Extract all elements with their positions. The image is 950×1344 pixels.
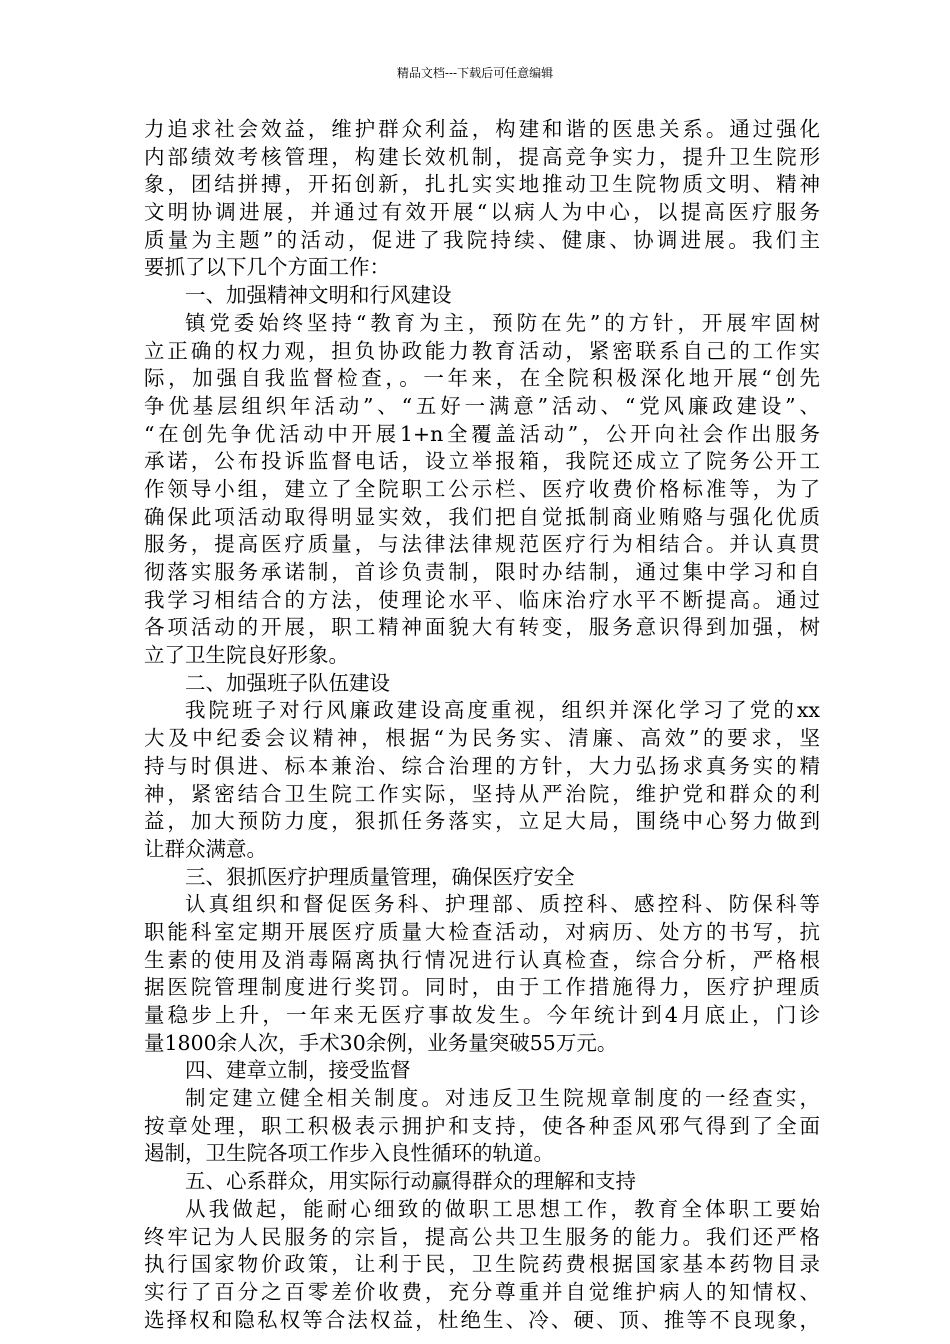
text-line: 质量为主题”的活动，促进了我院持续、健康、协调进展。我们主: [144, 227, 820, 252]
text-line: 生素的使用及消毒隔离执行情况进行认真检查，综合分析，严格根: [144, 947, 820, 972]
paragraph-first-line: 认真组织和督促医务科、护理部、质控科、感控科、防保科等: [185, 892, 820, 917]
paragraph-first-line: 五、心系群众，用实际行动赢得群众的理解和支持: [185, 1169, 636, 1194]
text-line: 据医院管理制度进行奖罚。同时，由于工作措施得力，医疗护理质: [144, 975, 820, 1000]
text-line: 选择权和隐私权等合法权益，杜绝生、冷、硬、顶、推等不良现象，: [144, 1307, 820, 1332]
text-line: 服务，提高医疗质量，与法律法律规范医疗行为相结合。并认真贯: [144, 532, 820, 557]
text-line: 力追求社会效益，维护群众利益，构建和谐的医患关系。通过强化: [144, 117, 820, 141]
paragraph-first-line: 从我做起，能耐心细致的做职工思想工作，教育全体职工要始: [185, 1196, 820, 1221]
text-line: 按章处理，职工积极表示拥护和支持，使各种歪风邪气得到了全面: [144, 1113, 820, 1138]
text-line: 实行了百分之百零差价收费，充分尊重并自觉维护病人的知情权、: [144, 1279, 820, 1304]
text-line: 益，加大预防力度，狠抓任务落实，立足大局，围绕中心努力做到: [144, 809, 820, 834]
text-line: 际，加强自我监督检查，。一年来，在全院积极深化地开展“创先: [144, 366, 820, 391]
paragraph-first-line: 二、加强班子队伍建设: [185, 670, 390, 695]
text-line: 让群众满意。: [144, 836, 267, 861]
paragraph-first-line: 三、狠抓医疗护理质量管理，确保医疗安全: [185, 864, 575, 889]
paragraph-first-line: 制定建立健全相关制度。对违反卫生院规章制度的一经查实，: [185, 1086, 820, 1111]
paragraph-first-line: 镇党委始终坚持“教育为主，预防在先”的方针，开展牢固树: [185, 310, 820, 335]
paragraph-first-line: 我院班子对行风廉政建设高度重视，组织并深化学习了党的xx: [185, 698, 820, 723]
text-line: 量稳步上升，一年来无医疗事故发生。今年统计到4月底止，门诊: [144, 1003, 820, 1027]
text-line: 文明协调进展，并通过有效开展“以病人为中心，以提高医疗服务: [144, 200, 820, 225]
text-line: 大及中纪委会议精神，根据“为民务实、清廉、高效”的要求，坚: [144, 726, 820, 751]
text-line: 立了卫生院良好形象。: [144, 643, 349, 668]
page-header: 精品文档---下载后可任意编辑: [396, 66, 554, 80]
paragraph-first-line: 一、加强精神文明和行风建设: [185, 283, 452, 308]
text-line: 象，团结拼搏，开拓创新，扎扎实实地推动卫生院物质文明、精神: [144, 172, 820, 197]
text-line: 作领导小组，建立了全院职工公示栏、医疗收费价格标准等，为了: [144, 476, 820, 501]
text-line: “在创先争优活动中开展1+n全覆盖活动”，公开向社会作出服务: [144, 421, 820, 446]
text-line: 神，紧密结合卫生院工作实际，坚持从严治院，维护党和群众的利: [144, 781, 820, 806]
text-line: 立正确的权力观，担负协政能力教育活动，紧密联系自己的工作实: [144, 338, 820, 363]
text-line: 执行国家物价政策，让利于民，卫生院药费根据国家基本药物目录: [144, 1252, 820, 1277]
text-line: 我学习相结合的方法，使理论水平、临床治疗水平不断提高。通过: [144, 587, 820, 612]
paragraph-first-line: 四、建章立制，接受监督: [185, 1058, 411, 1083]
text-line: 各项活动的开展，职工精神面貌大有转变，服务意识得到加强，树: [144, 615, 820, 640]
text-line: 遏制，卫生院各项工作步入良性循环的轨道。: [144, 1141, 554, 1166]
text-line: 承诺，公布投诉监督电话，设立举报箱，我院还成立了院务公开工: [144, 449, 820, 474]
document-body: [144, 116, 820, 1334]
text-line: 量1800余人次，手术30余例，业务量突破55万元。: [144, 1030, 618, 1055]
text-line: 内部绩效考核管理，构建长效机制，提高竞争实力，提升卫生院形: [144, 144, 820, 169]
text-line: 终牢记为人民服务的宗旨，提高公共卫生服务的能力。我们还严格: [144, 1224, 820, 1249]
text-line: 要抓了以下几个方面工作：: [144, 255, 390, 280]
text-line: 彻落实服务承诺制，首诊负责制，限时办结制，通过集中学习和自: [144, 560, 820, 584]
text-line: 争优基层组织年活动”、“五好一满意”活动、“党风廉政建设”、: [144, 393, 820, 418]
text-line: 确保此项活动取得明显实效，我们把自觉抵制商业贿赂与强化优质: [144, 504, 820, 529]
text-line: 持与时俱进、标本兼治、综合治理的方针，大力弘扬求真务实的精: [144, 753, 820, 778]
text-line: 职能科室定期开展医疗质量大检查活动，对病历、处方的书写，抗: [144, 919, 820, 944]
